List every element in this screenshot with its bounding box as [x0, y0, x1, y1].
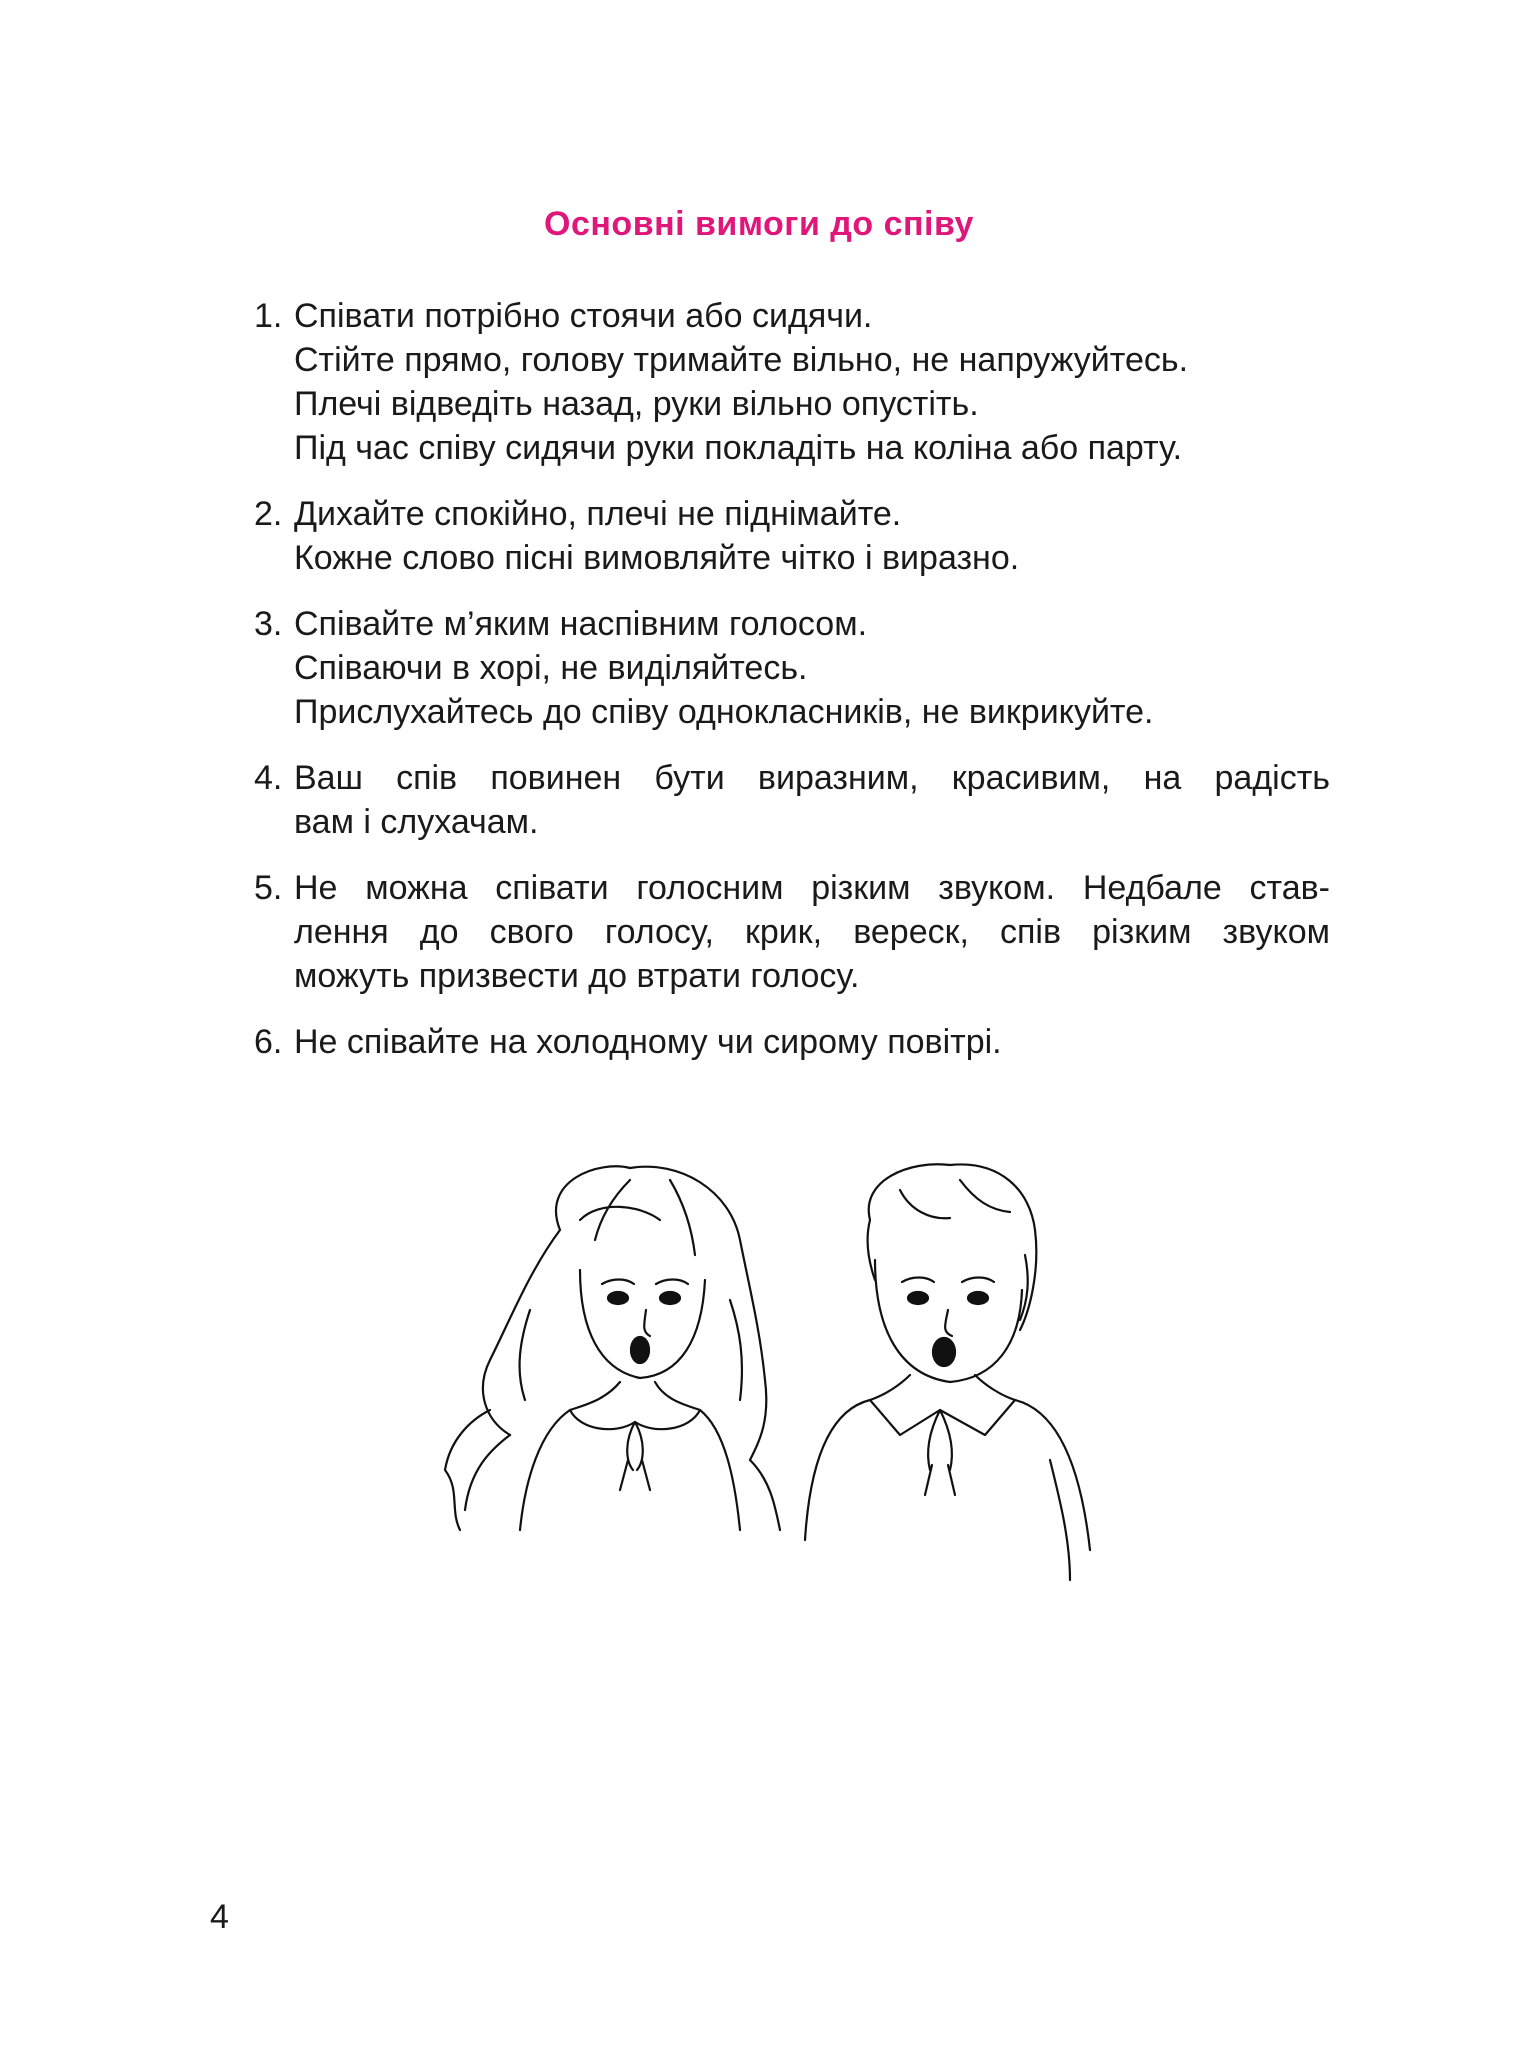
girl-nose — [644, 1310, 650, 1336]
girl-left-eye — [608, 1292, 628, 1304]
rule-line: можуть призвести до втрати голосу. — [294, 957, 860, 995]
singing-children-illustration — [430, 1160, 1120, 1590]
rule-line: лення до свого голосу, крик, вереск, спів різким звуком — [294, 913, 1330, 951]
rule-item — [254, 756, 1330, 844]
rule-number: 5. — [254, 869, 283, 907]
rule-item — [254, 602, 1330, 734]
page-title: Основні вимоги до співу — [544, 205, 974, 243]
rule-number: 4. — [254, 759, 283, 797]
rule-line: Співайте м’яким наспівним голосом. — [294, 605, 868, 643]
boy-mouth — [933, 1338, 955, 1366]
rule-item — [254, 1020, 1330, 1064]
rule-number: 2. — [254, 495, 283, 533]
rule-item — [254, 866, 1330, 998]
boy-right-eye — [968, 1292, 988, 1304]
rule-number: 3. — [254, 605, 283, 643]
rule-line: Не співайте на холодному чи сирому повітрі. — [294, 1023, 1002, 1061]
rule-line: Співати потрібно стоячи або сидячи. — [294, 297, 873, 335]
rule-line: Співаючи в хорі, не виділяйтесь. — [294, 649, 808, 687]
rule-line: Ваш спів повинен бути виразним, красивим, на радість — [294, 759, 1330, 797]
girl-bow — [620, 1422, 650, 1490]
girl-hair — [483, 1166, 766, 1460]
rule-line: Плечі відведіть назад, руки вільно опустіть. — [294, 385, 979, 423]
rule-line: Під час співу сидячи руки покладіть на коліна або парту. — [294, 429, 1183, 467]
rules-list — [254, 294, 1330, 1086]
girl-mouth — [631, 1337, 649, 1363]
rule-number: 1. — [254, 297, 283, 335]
rule-item — [254, 294, 1330, 470]
boy-hair — [868, 1164, 1037, 1330]
rule-line: Дихайте спокійно, плечі не піднімайте. — [294, 495, 902, 533]
rule-item — [254, 492, 1330, 580]
rule-line: вам і слухачам. — [294, 803, 539, 841]
boy-figure — [805, 1164, 1090, 1580]
boy-left-eye — [908, 1292, 928, 1304]
boy-tie — [925, 1410, 955, 1495]
page-number: 4 — [210, 1898, 229, 1936]
girl-dress — [445, 1410, 780, 1530]
girl-right-eye — [660, 1292, 680, 1304]
boy-nose — [945, 1310, 952, 1336]
boy-collar — [870, 1375, 1015, 1435]
rule-line: Прислухайтесь до співу однокласників, не викрикуйте. — [294, 693, 1154, 731]
rule-number: 6. — [254, 1023, 283, 1061]
rule-line: Кожне слово пісні вимовляйте чітко і виразно. — [294, 539, 1020, 577]
girl-figure — [445, 1166, 780, 1530]
rule-line: Стійте прямо, голову тримайте вільно, не напружуйтесь. — [294, 341, 1189, 379]
rule-line: Не можна співати голосним різким звуком. Недбале став- — [294, 869, 1330, 907]
